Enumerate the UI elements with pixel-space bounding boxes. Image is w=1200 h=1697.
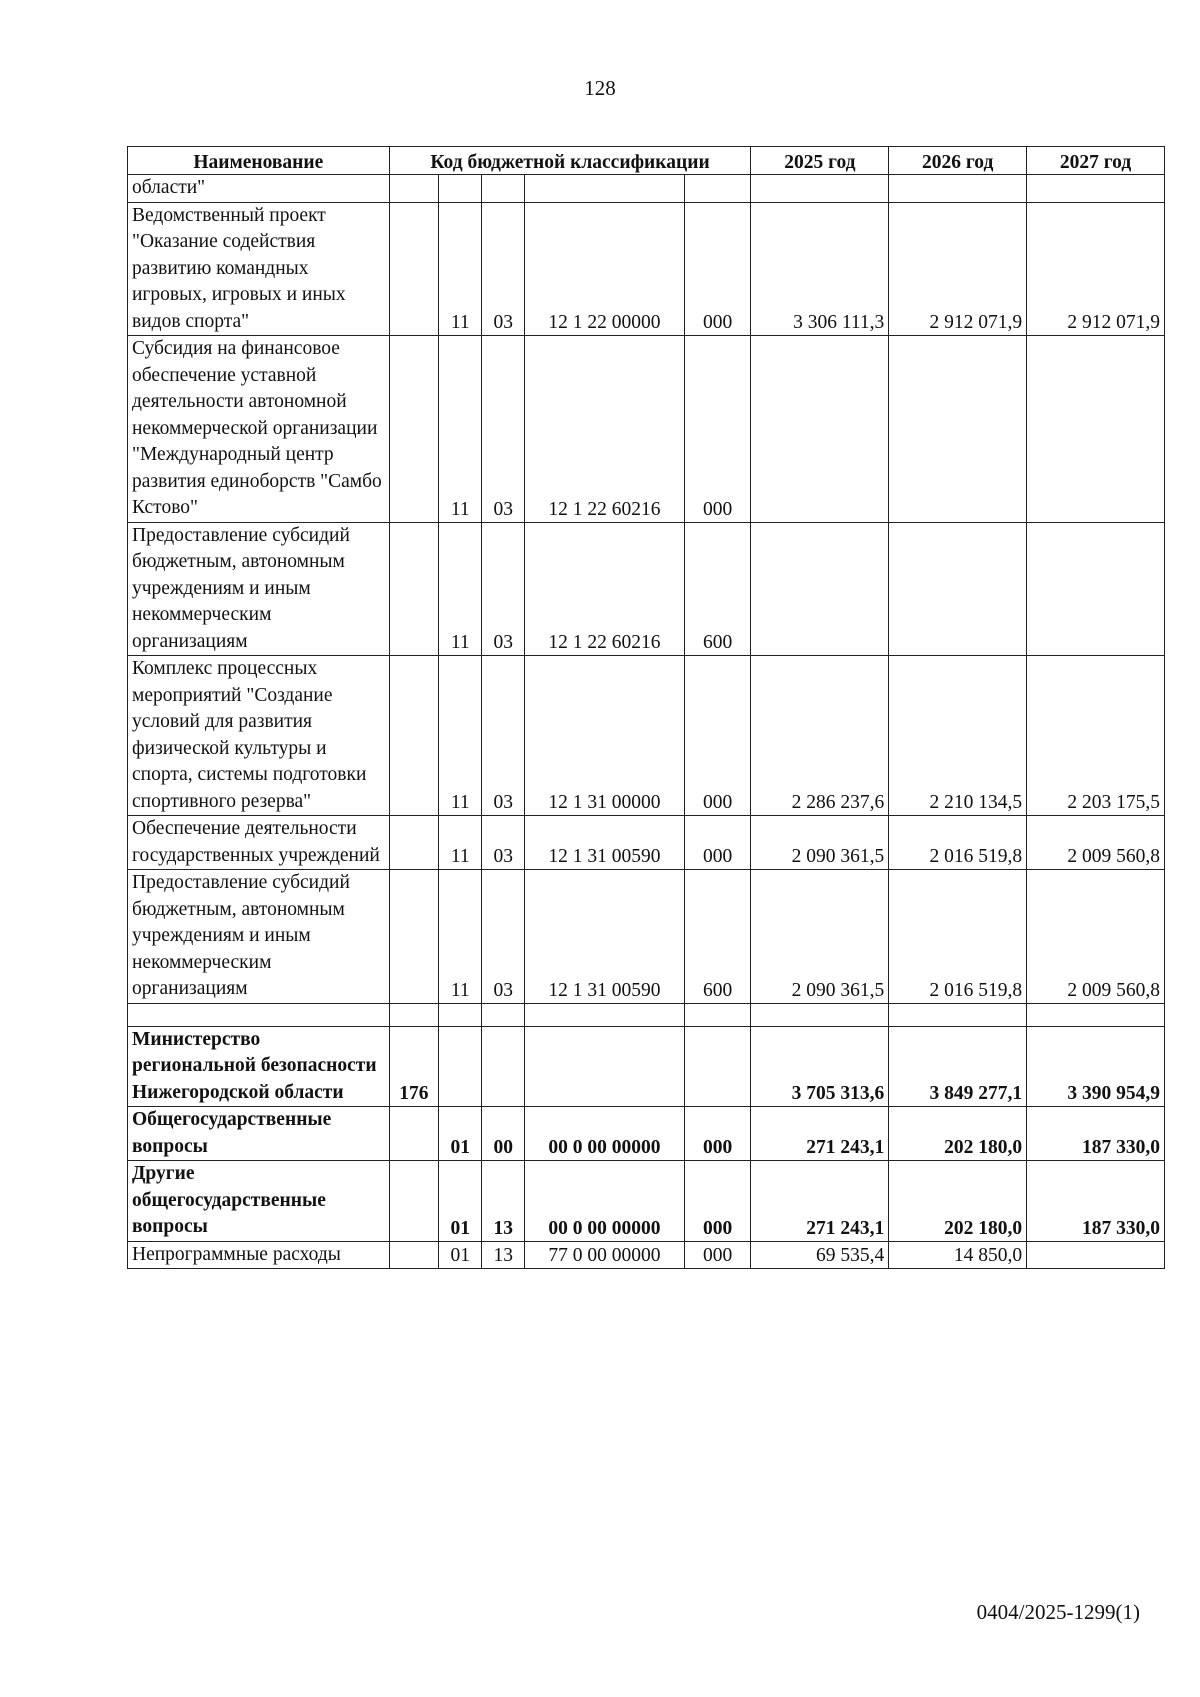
row-rz: 11 [439,816,482,870]
row-vr: 000 [684,656,751,816]
row-2025: 2 286 237,6 [751,656,889,816]
row-2026: 202 180,0 [889,1107,1027,1161]
row-rz [439,1026,482,1107]
row-vr: 000 [684,1241,751,1269]
row-name: Субсидия на финансовое обеспечение уставной деятельности автономной некоммерческой организации "Международный центр развития единоборств "Самбо Кстово" [128,336,390,523]
row-pr: 13 [482,1161,525,1242]
row-csr: 00 0 00 00000 [525,1107,684,1161]
row-gr: 176 [389,1026,439,1107]
row-vr: 000 [684,336,751,523]
row-2027 [1027,175,1165,203]
table-row [128,175,1165,203]
row-2025: 271 243,1 [751,1161,889,1242]
row-csr: 00 0 00 00000 [525,1161,684,1242]
row-2027: 2 009 560,8 [1027,870,1165,1004]
table-row [128,656,1165,816]
row-vr: 000 [684,1161,751,1242]
header-code: Код бюджетной классификации [389,147,751,175]
row-2025: 3 306 111,3 [751,202,889,336]
table-row [128,816,1165,870]
row-2027: 187 330,0 [1027,1161,1165,1242]
row-rz: 11 [439,336,482,523]
row-vr: 600 [684,870,751,1004]
row-2026 [889,1003,1027,1026]
header-2027: 2027 год [1027,147,1165,175]
row-csr [525,1003,684,1026]
row-csr: 12 1 31 00590 [525,870,684,1004]
row-2025 [751,336,889,523]
row-2026: 2 210 134,5 [889,656,1027,816]
table-row [128,1241,1165,1269]
row-2027 [1027,522,1165,656]
row-pr: 03 [482,816,525,870]
row-csr [525,1026,684,1107]
row-csr: 12 1 31 00590 [525,816,684,870]
row-name: Министерство региональной безопасности Нижегородской области [128,1026,390,1107]
row-gr [389,1107,439,1161]
row-pr: 03 [482,522,525,656]
row-2025 [751,522,889,656]
row-rz: 11 [439,522,482,656]
row-rz: 11 [439,656,482,816]
row-rz: 01 [439,1107,482,1161]
row-2025 [751,1003,889,1026]
row-gr [389,202,439,336]
row-rz [439,1003,482,1026]
row-vr [684,1026,751,1107]
header-row [128,147,1165,175]
row-pr: 03 [482,870,525,1004]
row-2026: 2 016 519,8 [889,870,1027,1004]
row-csr: 12 1 22 60216 [525,336,684,523]
row-gr [389,522,439,656]
row-name: Комплекс процессных мероприятий "Создание условий для развития физической культуры и спорта, системы подготовки спортивного резерва" [128,656,390,816]
row-rz: 11 [439,870,482,1004]
row-2025: 2 090 361,5 [751,870,889,1004]
row-2027: 2 009 560,8 [1027,816,1165,870]
row-2026 [889,522,1027,656]
row-gr [389,656,439,816]
table-row [128,1107,1165,1161]
row-2026 [889,175,1027,203]
row-name: Общегосударственные вопросы [128,1107,390,1161]
row-pr [482,175,525,203]
row-2027: 2 912 071,9 [1027,202,1165,336]
row-gr [389,1161,439,1242]
row-rz: 01 [439,1241,482,1269]
row-vr: 000 [684,1107,751,1161]
row-rz: 01 [439,1161,482,1242]
row-pr [482,1026,525,1107]
row-2026: 14 850,0 [889,1241,1027,1269]
table-row [128,870,1165,1004]
row-csr: 12 1 22 00000 [525,202,684,336]
row-name: Непрограммные расходы [128,1241,390,1269]
row-2025: 69 535,4 [751,1241,889,1269]
row-name: Другие общегосударственные вопросы [128,1161,390,1242]
row-2025: 3 705 313,6 [751,1026,889,1107]
row-pr [482,1003,525,1026]
row-2027 [1027,1003,1165,1026]
row-gr [389,1241,439,1269]
row-name: области" [128,175,390,203]
row-2025: 271 243,1 [751,1107,889,1161]
row-name: Ведомственный проект "Оказание содействия развитию командных игровых, игровых и иных видов спорта" [128,202,390,336]
row-2025 [751,175,889,203]
header-2026: 2026 год [889,147,1027,175]
header-name: Наименование [128,147,390,175]
row-pr: 13 [482,1241,525,1269]
row-pr: 03 [482,202,525,336]
row-pr: 00 [482,1107,525,1161]
row-csr [525,175,684,203]
row-gr [389,1003,439,1026]
row-2025: 2 090 361,5 [751,816,889,870]
row-gr [389,336,439,523]
table-row [128,336,1165,523]
table-row [128,1026,1165,1107]
row-gr [389,870,439,1004]
row-2027 [1027,1241,1165,1269]
table-row [128,1161,1165,1242]
row-rz: 11 [439,202,482,336]
row-name: Обеспечение деятельности государственных учреждений [128,816,390,870]
row-vr: 600 [684,522,751,656]
row-vr: 000 [684,816,751,870]
row-name [128,1003,390,1026]
row-2026: 202 180,0 [889,1161,1027,1242]
row-2027: 2 203 175,5 [1027,656,1165,816]
header-2025: 2025 год [751,147,889,175]
row-pr: 03 [482,336,525,523]
page-number: 128 [584,76,616,100]
row-rz [439,175,482,203]
row-vr [684,175,751,203]
document-code: 0404/2025-1299(1) [976,1600,1140,1624]
row-gr [389,175,439,203]
row-name: Предоставление субсидий бюджетным, автономным учреждениям и иным некоммерческим организациям [128,522,390,656]
row-pr: 03 [482,656,525,816]
row-2026: 2 016 519,8 [889,816,1027,870]
row-name: Предоставление субсидий бюджетным, автономным учреждениям и иным некоммерческим организациям [128,870,390,1004]
row-2027 [1027,336,1165,523]
budget-table [127,146,1165,1269]
table-row [128,522,1165,656]
table-row-empty [128,1003,1165,1026]
row-gr [389,816,439,870]
row-vr: 000 [684,202,751,336]
row-2026 [889,336,1027,523]
row-2027: 3 390 954,9 [1027,1026,1165,1107]
row-2026: 2 912 071,9 [889,202,1027,336]
row-vr [684,1003,751,1026]
table-row [128,202,1165,336]
row-2026: 3 849 277,1 [889,1026,1027,1107]
row-csr: 77 0 00 00000 [525,1241,684,1269]
row-csr: 12 1 22 60216 [525,522,684,656]
row-2027: 187 330,0 [1027,1107,1165,1161]
row-csr: 12 1 31 00000 [525,656,684,816]
